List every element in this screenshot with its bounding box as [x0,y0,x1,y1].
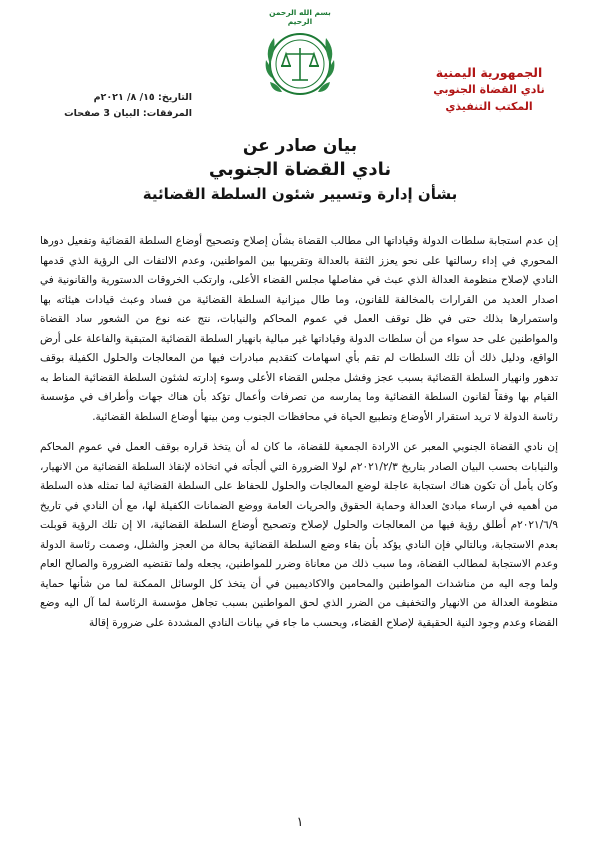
title-line-3: بشأن إدارة وتسيير شئون السلطة القضائية [142,185,458,203]
org-name: نادي القضاة الجنوبي [433,83,545,96]
title-line-1: بيان صادر عن [242,136,358,156]
title-line-2: نادي القضاة الجنوبي [208,159,392,180]
org-country: الجمهورية اليمنية [435,65,543,80]
page-number: ١ [296,815,304,830]
letter-attachments: المرفقات: البيان 3 صفحات [64,108,192,119]
letterhead [0,0,600,119]
paragraph-2: إن نادي القضاة الجنوبي المعبر عن الارادة الجمعية للقضاة، ما كان له أن يتخذ قراره بوقف العمل في عموم المحاكم والنيابات بحسب البيان الصادر بتاريخ ٢٠٢١/٢/٣م لولا الضرورة التي ألجأته في اتخاذه لإنقاذ السلطة القضائية من الانهيار، وكان يأمل أن تكون هناك استجابة عاجلة لوضع المعالجات والحلول للحفاظ على السلطة القضائية لما تمثله هذه السلطة من أهميه في ارساء مبادئ العدالة وحماية الحقوق والحريات العامة ووضع الضمانات الكفيلة لها، مع أن النادي في تاريخ ٢٠٢١/٦/٩م أطلق رؤية فيها من المعالجات والحلول لإصلاح وتصحيح أوضاع السلطة القضائية، الا إن تلك الرؤية قوبلت بعدم الاستجابة، وبالتالي فإن النادي يؤكد بأن بقاء وضع السلطة القضائية بحالة من العجز والشلل، وصمت رئاسة الدولة وعدم الاستجابة لمطالب القضاة، وما سبب ذلك من معاناة وضرر للمواطنين، يجعله ولما تقتضيه الضرورة والصالح العام ولما وجه اليه من مناشدات المواطنين والمحامين والاكاديميين في أن يتخذ كل الوسائل الممكنة لما من شأنها حماية منظومة العدالة من الانهيار والتخفيف من الضرر الذي لحق المواطنين بسبب تجاهل مؤسسة الرئاسة لما آل اليه وضع القضاء وعدم وجود النية الحقيقية لإصلاح القضاء، وبحسب ما جاء في بيانات النادي المشددة على ضرورة إقالة [40,441,559,629]
statement-body [40,232,558,644]
statement-title [0,134,600,206]
scales-emblem-icon [256,6,344,106]
basmala: بسم الله الرحمن الرحيم [269,8,331,26]
letter-date: التاريخ: ١٥/ ٨/ ٢٠٢١م [93,92,192,103]
org-office: المكتب التنفيذي [445,100,533,113]
date-block [42,90,192,122]
paragraph-1: إن عدم استجابة سلطات الدولة وقياداتها الى مطالب القضاة بشأن إصلاح وتصحيح أوضاع السلطة القضائية وتفعيل دورها المحوري في إداء رسالتها على نحو يعزز الثقة بالعدالة وتقريبها بين المواطنين، وعدم الالتفات الى الرؤية الذي قدمها النادي لإصلاح منظومة العدالة الذي عبث في مفاصلها مجلس القضاء الأعلى، وارتكب الخروقات الدستورية والقانونية في اصدار العديد من القرارات بالمخالفة للقانون، وما طال ميزانية السلطة القضائية من فساد وعبث قيادات هيئاته بها واستمرارها بذلك حتى في ظل توقف العمل في عموم المحاكم والنيابات، نتج عنه نوع من الشعور ساد القضاة والمواطنين على حد سواء من أن سلطات الدولة وقياداتها غير مبالية بانهيار السلطة القضائية المتبقية والفاعلة على أرض الواقع، ودليل ذلك أن تلك السلطات لم تقم بأي اسهامات كتقديم مبادرات فيها من المعالجات والحلول الكفيلة بوقف تدهور وانهيار السلطة القضائية بسبب عجز وفشل مجلس القضاء الأعلى وسوء إدارته لشئون السلطة القضائية المناط به القيام بها وفقاً لقانون السلطة القضائية وما يمارسه من تصرفات وأعمال تؤكد بأن هناك جهات وأطراف في مؤسسة رئاسة الدولة لا تريد استقرار الأوضاع وتطبيع الحياة في محافظات الجنوب ومن بينها أوضاع السلطة القضائية. [40,235,558,423]
organization-block [414,64,564,115]
